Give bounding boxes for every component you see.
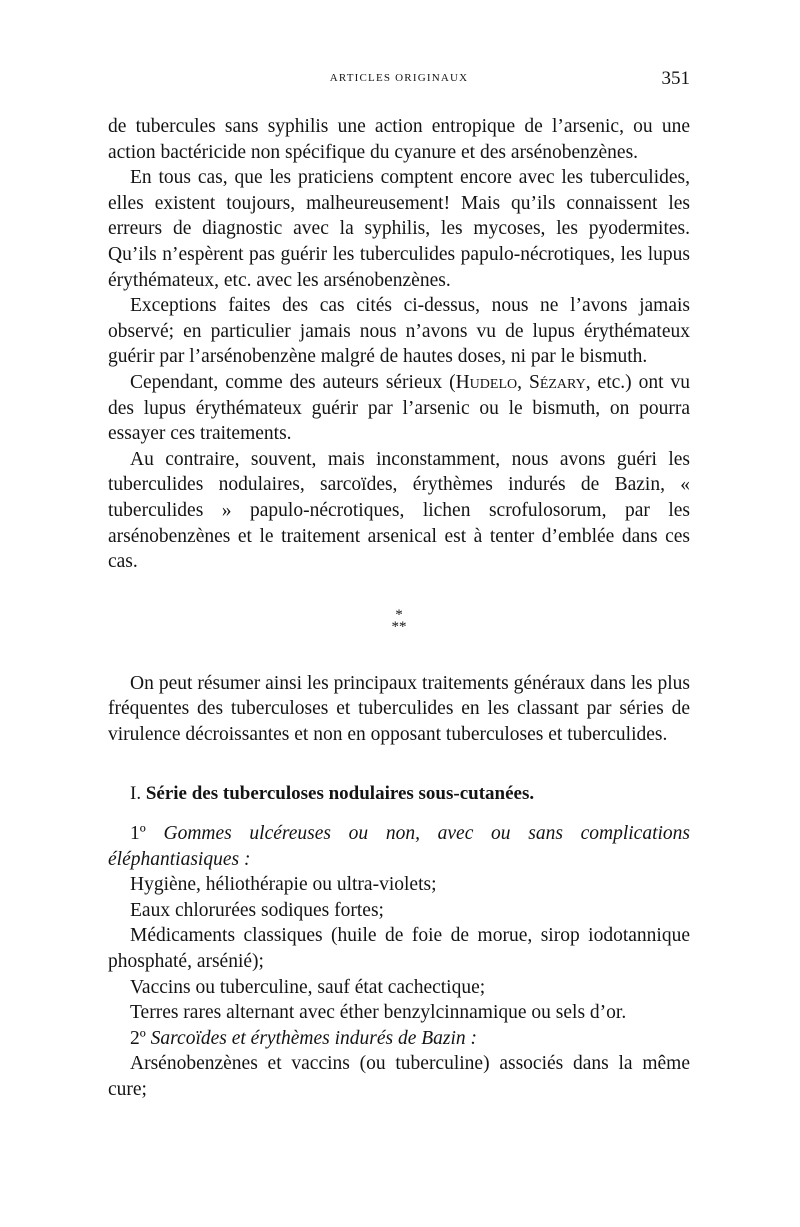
author-name: Hudelo bbox=[455, 371, 518, 393]
running-head: ARTICLES ORIGINAUX bbox=[329, 72, 469, 84]
subsection-number: 2º bbox=[130, 1027, 146, 1049]
asterism-bottom: ** bbox=[391, 618, 407, 635]
section-break-asterism bbox=[108, 606, 690, 635]
paragraph-text: , etc.) ont vu des lupus érythémateux guérir par l’arsenic ou le bismuth, on pourra essayer ces traitements. bbox=[108, 371, 690, 445]
list-item: Arsénobenzènes et vaccins (ou tuberculine) associés dans la même cure; bbox=[108, 1053, 690, 1100]
paragraph: Au contraire, souvent, mais inconstamment, nous avons guéri les tuberculides nodulaires, sarcoïdes, érythèmes indurés de Bazin, « tuberculides » papulo-nécrotiques, lichen scrofulosorum, par les arsénobenzènes et le traitement arsenical est à tenter d’emblée dans ces cas. bbox=[108, 448, 690, 573]
asterism-top: * bbox=[395, 606, 403, 623]
paragraph bbox=[108, 370, 690, 447]
paragraph: En tous cas, que les praticiens comptent encore avec les tuberculides, elles existent toujours, malheureusement! Mais qu’ils connaissent les erreurs de diagnostic avec la syphilis, les mycoses, les pyodermites. Qu’ils n’espèrent pas guérir les tuberculides papulo-nécrotiques, les lupus érythémateux, etc. avec les arsénobenzènes. bbox=[108, 167, 690, 291]
paragraph-text: Cependant, comme des auteurs sérieux ( bbox=[130, 371, 456, 393]
subsection-title: Sarcoïdes et érythèmes indurés de Bazin : bbox=[150, 1027, 478, 1049]
paragraph: On peut résumer ainsi les principaux traitements généraux dans les plus fréquentes des tuberculoses et tuberculides en les classant par séries de virulence décroissantes et non en opposant tuberculoses et tuberculides. bbox=[108, 672, 690, 745]
list-item: Hygiène, héliothérapie ou ultra-violets; bbox=[130, 874, 437, 896]
list-item: Médicaments classiques (huile de foie de morue, sirop iodotannique phosphaté, arsénié); bbox=[108, 925, 690, 973]
list-item: Terres rares alternant avec éther benzylcinnamique ou sels d’or. bbox=[130, 1002, 627, 1024]
list-item: Vaccins ou tuberculine, sauf état cachectique; bbox=[130, 976, 486, 998]
subsection-number: 1º bbox=[130, 823, 146, 845]
subsection-heading bbox=[108, 1026, 690, 1052]
subsection-heading bbox=[108, 821, 690, 872]
separator: , bbox=[517, 371, 529, 393]
subsection-title: Gommes ulcéreuses ou non, avec ou sans complications éléphantiasiques : bbox=[108, 823, 690, 870]
paragraph: Exceptions faites des cas cités ci-dessus, nous ne l’avons jamais observé; en particulier jamais nous n’avons vu de lupus érythémateux guérir par l’arsénobenzène malgré de hautes doses, ni par le bismuth. bbox=[108, 295, 690, 368]
series-title: Série des tuberculoses nodulaires sous-cutanées. bbox=[145, 783, 535, 805]
page-number: 351 bbox=[661, 68, 690, 89]
series-numeral: I. bbox=[130, 783, 142, 805]
page-header bbox=[108, 68, 690, 94]
paragraph-continuation: de tubercules sans syphilis une action entropique de l’arsenic, ou une action bactéricide non spécifique du cyanure et des arsénobenzènes. bbox=[108, 116, 690, 163]
body-text bbox=[108, 114, 690, 1103]
series-heading bbox=[130, 781, 690, 807]
author-name: Sézary bbox=[528, 371, 586, 393]
list-item: Eaux chlorurées sodiques fortes; bbox=[130, 899, 384, 921]
